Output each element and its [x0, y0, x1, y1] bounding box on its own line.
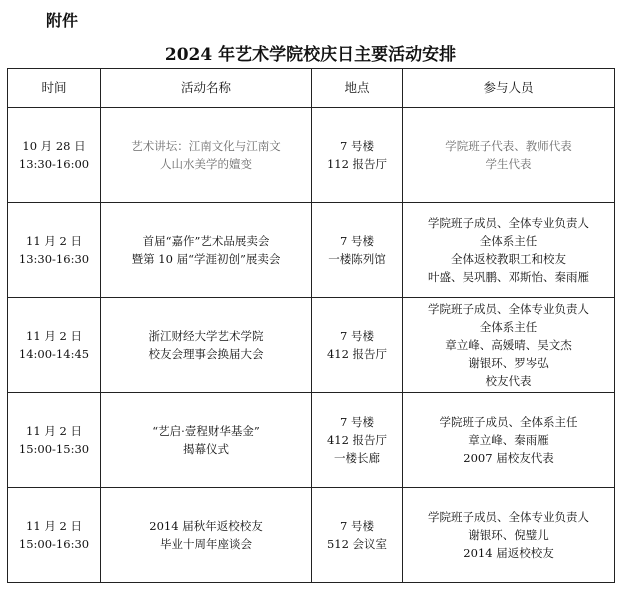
participants-line: 叶盛、吴巩鹏、邓斯怡、秦雨雁 — [428, 270, 589, 284]
activity-line: 2014 届秋年返校校友 — [149, 519, 263, 533]
activity-line: “艺启·壹程财华基金” — [152, 424, 260, 438]
time-date: 11 月 2 日 — [26, 234, 82, 248]
location-line: 7 号楼 — [340, 234, 374, 248]
activity-line: 浙江财经大学艺术学院 — [148, 329, 264, 343]
participants-cell — [403, 108, 615, 203]
participants-line: 校友代表 — [485, 374, 532, 388]
table-row — [8, 108, 615, 203]
location-line: 7 号楼 — [340, 139, 374, 153]
header-time: 时间 — [8, 69, 101, 108]
header-activity: 活动名称 — [101, 69, 312, 108]
participants-cell — [403, 488, 615, 583]
location-line: 7 号楼 — [340, 519, 374, 533]
time-cell — [8, 203, 101, 298]
time-date: 11 月 2 日 — [26, 329, 82, 343]
location-cell — [312, 298, 403, 393]
participants-line: 学生代表 — [485, 157, 532, 171]
location-line: 一楼陈列馆 — [328, 252, 386, 266]
table-row — [8, 203, 615, 298]
time-range: 13:30-16:30 — [18, 252, 90, 266]
location-cell — [312, 393, 403, 488]
activity-line: 首届“嘉作”艺术品展卖会 — [142, 234, 270, 248]
participants-cell — [403, 393, 615, 488]
participants-line: 谢银环、倪璧儿 — [468, 528, 549, 542]
participants-line: 全体返校教职工和校友 — [451, 252, 566, 266]
activity-cell — [101, 393, 312, 488]
table-row — [8, 488, 615, 583]
location-line: 512 会议室 — [326, 537, 388, 551]
location-line: 112 报告厅 — [326, 157, 388, 171]
activity-cell — [101, 203, 312, 298]
header-row — [8, 69, 615, 108]
header-location: 地点 — [312, 69, 403, 108]
location-cell — [312, 203, 403, 298]
participants-cell — [403, 203, 615, 298]
location-line: 7 号楼 — [340, 329, 374, 343]
time-cell — [8, 108, 101, 203]
time-date: 11 月 2 日 — [26, 424, 82, 438]
time-range: 15:00-15:30 — [18, 442, 90, 456]
participants-cell — [403, 298, 615, 393]
table-row — [8, 298, 615, 393]
time-cell — [8, 298, 101, 393]
header-participants: 参与人员 — [403, 69, 615, 108]
location-cell — [312, 488, 403, 583]
participants-line: 学院班子成员、全体专业负责人 — [428, 510, 589, 524]
participants-line: 全体系主任 — [479, 320, 538, 334]
document-title: 2024 年艺术学院校庆日主要活动安排 — [164, 45, 457, 65]
activity-line: 人山水美学的嬗变 — [160, 157, 252, 171]
activity-cell — [101, 298, 312, 393]
participants-line: 章立峰、高媛晴、吴文杰 — [445, 338, 572, 352]
time-range: 13:30-16:00 — [18, 157, 90, 171]
participants-line: 全体系主任 — [479, 234, 538, 248]
time-date: 11 月 2 日 — [26, 519, 82, 533]
table-row — [8, 393, 615, 488]
time-cell — [8, 488, 101, 583]
time-date: 10 月 28 日 — [22, 139, 86, 153]
participants-line: 谢银环、罗岑弘 — [468, 356, 549, 370]
participants-line: 学院班子代表、教师代表 — [445, 139, 572, 153]
participants-line: 章立峰、秦雨雁 — [468, 433, 549, 447]
location-line: 412 报告厅 — [326, 433, 388, 447]
location-line: 412 报告厅 — [326, 347, 388, 361]
participants-line: 2007 届校友代表 — [463, 451, 554, 465]
activity-cell — [101, 108, 312, 203]
attachment-label: 附件 — [46, 11, 79, 30]
participants-line: 学院班子成员、全体系主任 — [439, 415, 578, 429]
activity-cell — [101, 488, 312, 583]
location-cell — [312, 108, 403, 203]
activity-line: 校友会理事会换届大会 — [148, 347, 264, 361]
schedule-table — [7, 68, 615, 583]
location-line: 7 号楼 — [340, 415, 374, 429]
participants-line: 学院班子成员、全体专业负责人 — [428, 302, 589, 316]
time-cell — [8, 393, 101, 488]
time-range: 15:00-16:30 — [18, 537, 90, 551]
activity-line: 揭幕仪式 — [183, 442, 229, 456]
activity-line: 暨第 10 届“学涯初创”展卖会 — [131, 252, 281, 266]
participants-line: 学院班子成员、全体专业负责人 — [428, 216, 589, 230]
activity-line: 艺术讲坛：江南文化与江南文 — [131, 139, 281, 153]
time-range: 14:00-14:45 — [18, 347, 90, 361]
location-line: 一楼长廊 — [334, 451, 380, 465]
participants-line: 2014 届返校校友 — [463, 546, 554, 560]
activity-line: 毕业十周年座谈会 — [160, 537, 252, 551]
